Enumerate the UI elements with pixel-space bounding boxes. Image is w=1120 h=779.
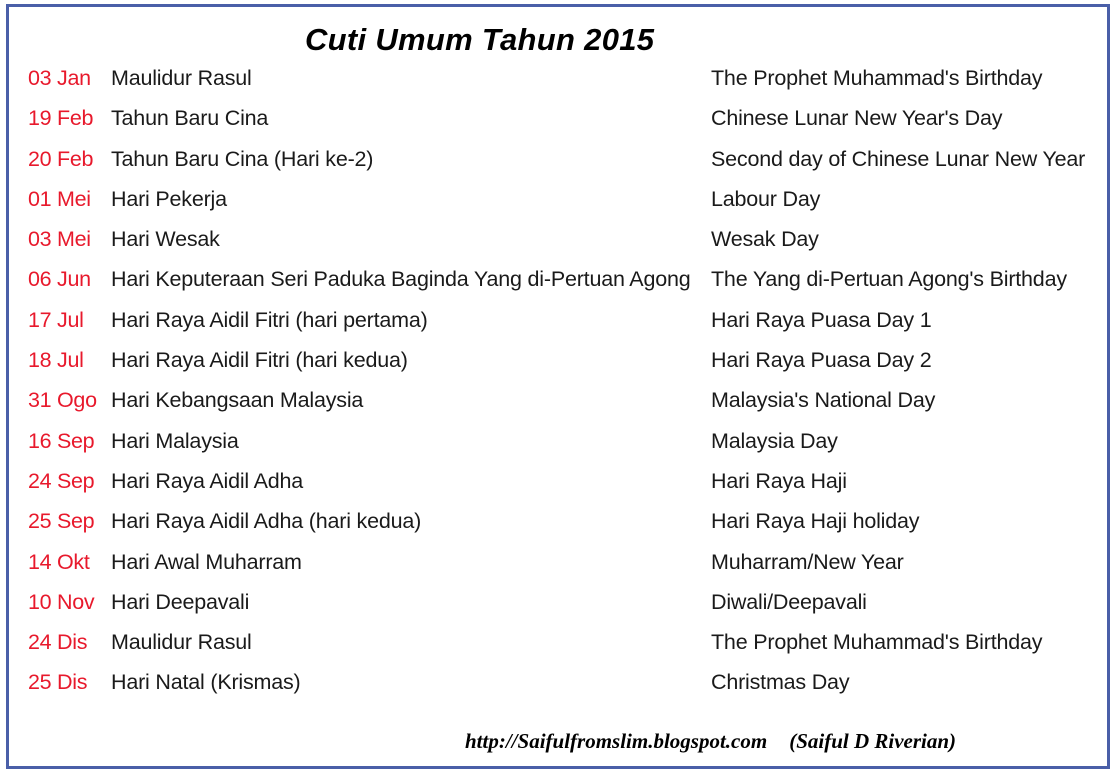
holiday-name-english: Second day of Chinese Lunar New Year xyxy=(711,146,1086,171)
holiday-name-english: The Prophet Muhammad's Birthday xyxy=(711,66,1043,90)
holiday-name-english: Labour Day xyxy=(711,186,821,211)
list-item xyxy=(0,582,1120,622)
holiday-name-malay: Hari Raya Aidil Adha (hari kedua) xyxy=(111,509,422,534)
holiday-name-english: The Prophet Muhammad's Birthday xyxy=(711,630,1043,655)
list-item xyxy=(0,421,1120,461)
page-title: Cuti Umum Tahun 2015 xyxy=(305,22,655,57)
holiday-date: 03 Mei xyxy=(28,227,91,252)
list-item xyxy=(0,259,1120,299)
list-item xyxy=(0,58,1120,98)
holiday-name-english: Wesak Day xyxy=(711,227,819,252)
list-item xyxy=(0,179,1120,219)
list-item xyxy=(0,542,1120,582)
holiday-date: 03 Jan xyxy=(28,66,91,90)
holiday-date: 18 Jul xyxy=(28,348,84,373)
list-item xyxy=(0,380,1120,420)
holiday-name-english: Diwali/Deepavali xyxy=(711,589,867,614)
holiday-name-malay: Hari Natal (Krismas) xyxy=(111,670,301,695)
list-item xyxy=(0,662,1120,702)
holiday-date: 25 Sep xyxy=(28,509,95,534)
list-item xyxy=(0,501,1120,541)
holiday-name-malay: Hari Pekerja xyxy=(111,186,227,211)
holiday-name-english: Hari Raya Haji xyxy=(711,468,847,493)
holiday-date: 14 Okt xyxy=(28,549,90,574)
list-item xyxy=(0,98,1120,138)
holiday-date: 24 Dis xyxy=(28,630,88,655)
holiday-date: 06 Jun xyxy=(28,267,91,292)
list-item xyxy=(0,139,1120,179)
holiday-name-malay: Hari Wesak xyxy=(111,227,220,252)
holiday-name-english: Hari Raya Haji holiday xyxy=(711,509,920,534)
holiday-name-english: Hari Raya Puasa Day 1 xyxy=(711,307,932,332)
footer-signature xyxy=(465,729,956,754)
holiday-date: 10 Nov xyxy=(28,589,95,614)
holiday-date: 19 Feb xyxy=(28,106,94,131)
holiday-name-malay: Tahun Baru Cina xyxy=(111,106,269,131)
holiday-name-malay: Hari Raya Aidil Fitri (hari pertama) xyxy=(111,307,428,332)
holiday-date: 17 Jul xyxy=(28,307,84,332)
blog-url: http://Saifulfromslim.blogspot.com xyxy=(465,729,768,753)
list-item xyxy=(0,300,1120,340)
holiday-date: 25 Dis xyxy=(28,670,88,695)
holiday-list xyxy=(0,58,1120,703)
holiday-name-malay: Hari Raya Aidil Adha xyxy=(111,468,303,493)
holiday-date: 24 Sep xyxy=(28,468,95,493)
holiday-name-english: Christmas Day xyxy=(711,670,850,695)
author-credit: (Saiful D Riverian) xyxy=(789,729,957,753)
holiday-name-malay: Tahun Baru Cina (Hari ke-2) xyxy=(111,146,374,171)
list-item xyxy=(0,219,1120,259)
holiday-name-english: Malaysia Day xyxy=(711,428,838,453)
holiday-name-malay: Hari Kebangsaan Malaysia xyxy=(111,388,364,413)
holiday-name-english: Muharram/New Year xyxy=(711,549,904,574)
holiday-name-malay: Hari Malaysia xyxy=(111,428,239,453)
holiday-name-malay: Hari Raya Aidil Fitri (hari kedua) xyxy=(111,348,408,373)
list-item xyxy=(0,340,1120,380)
list-item xyxy=(0,461,1120,501)
holiday-name-malay: Maulidur Rasul xyxy=(111,66,252,90)
holiday-name-english: Malaysia's National Day xyxy=(711,388,936,413)
holiday-name-malay: Hari Keputeraan Seri Paduka Baginda Yang di-Pertuan Agong xyxy=(111,267,691,292)
holiday-name-malay: Hari Deepavali xyxy=(111,589,250,614)
holiday-name-english: The Yang di-Pertuan Agong's Birthday xyxy=(711,267,1067,292)
holiday-date: 20 Feb xyxy=(28,146,94,171)
holiday-name-english: Chinese Lunar New Year's Day xyxy=(711,106,1003,131)
holiday-date: 16 Sep xyxy=(28,428,95,453)
holiday-name-malay: Hari Awal Muharram xyxy=(111,549,302,574)
holiday-date: 01 Mei xyxy=(28,186,91,211)
holiday-name-malay: Maulidur Rasul xyxy=(111,630,252,655)
holiday-name-english: Hari Raya Puasa Day 2 xyxy=(711,348,932,373)
holiday-date: 31 Ogo xyxy=(28,388,97,413)
list-item xyxy=(0,622,1120,662)
